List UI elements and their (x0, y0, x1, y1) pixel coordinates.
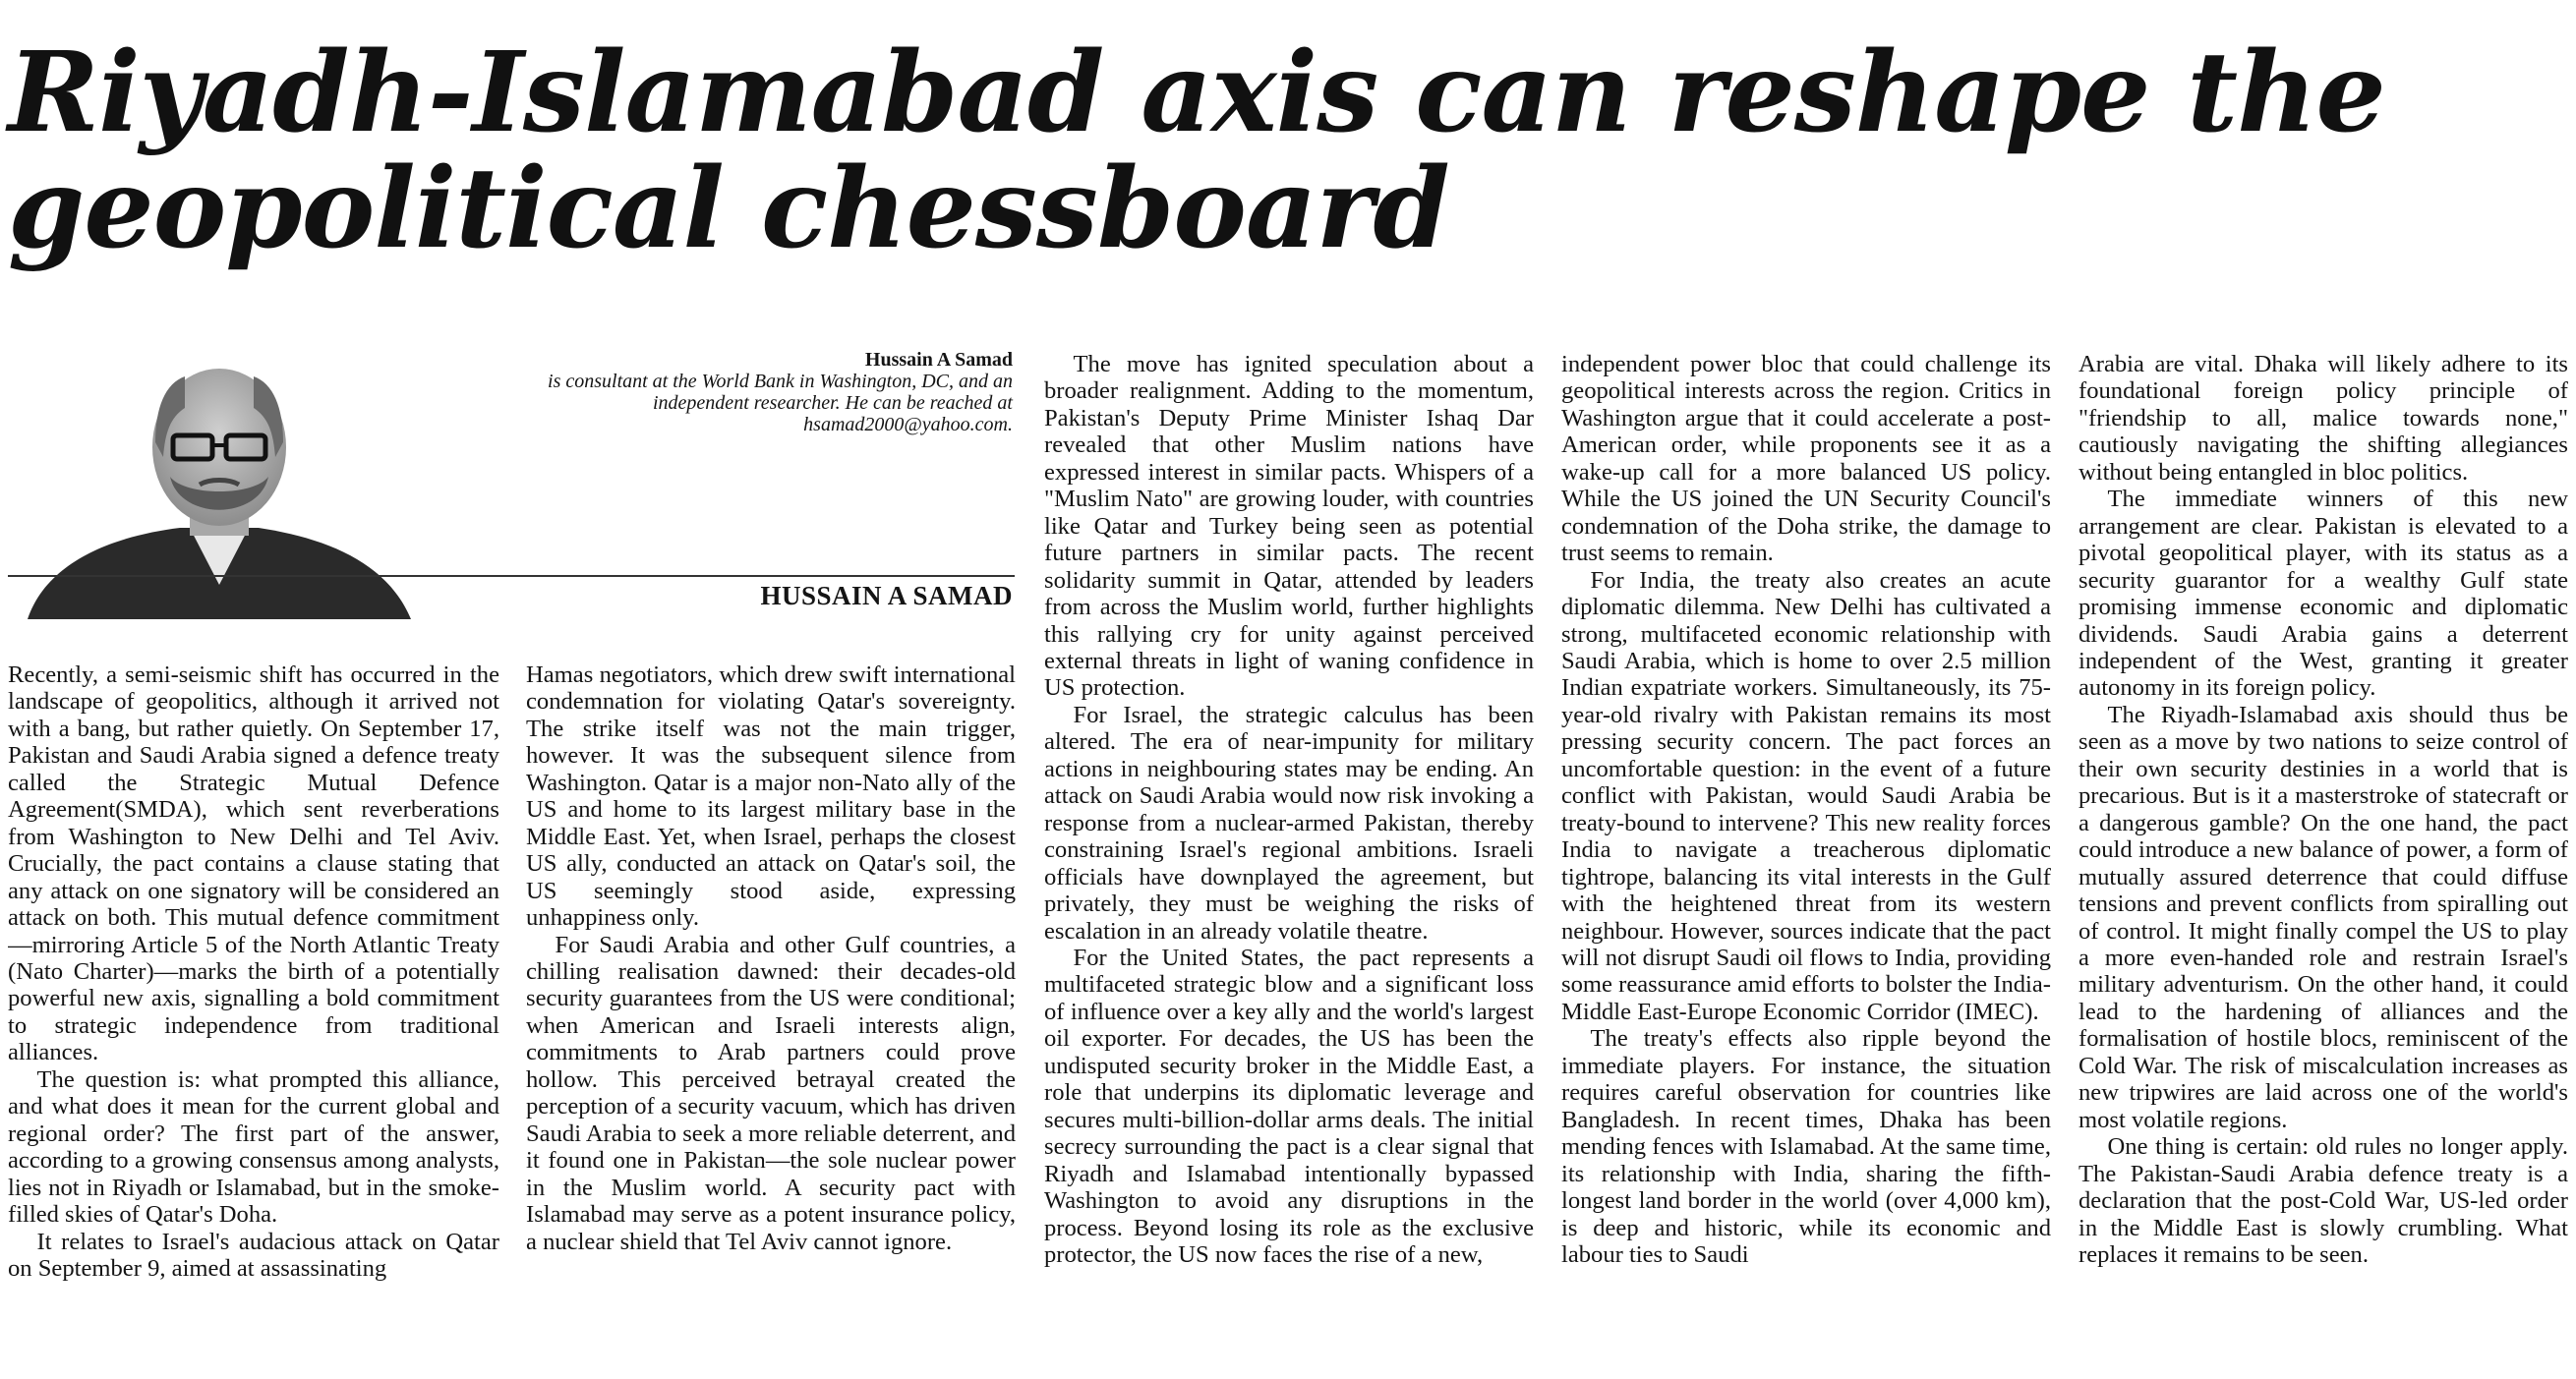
paragraph: For Israel, the strategic calculus has been altered. The era of near-impunity for military actions in neighbouring states may be ending. An attack on Saudi Arabia would now risk invoking a response from a nuclear-armed Pakistan, thereby constraining Israel's regional ambitions. Israeli officials have downplayed the agreement, but privately, they must be weighing the risks of escalation in an already volatile theatre. (1044, 701, 1534, 945)
paragraph: The immediate winners of this new arrangement are clear. Pakistan is elevated to a pivotal geopolitical player, with its status as a security guarantor for a wealthy Gulf state promising immense economic and diplomatic dividends. Saudi Arabia gains a deterrent independent of the West, granting it greater autonomy in its foreign policy. (2078, 486, 2568, 702)
paragraph: The Riyadh-Islamabad axis should thus be seen as a move by two nations to seize control of their own security destinies in a world that is precarious. But is it a masterstroke of statecraft or a dangerous gamble? On the one hand, the pact could introduce a new balance of power, a form of mutually assured deterrence that could diffuse tensions and prevent conflicts from spiralling out of control. It might finally compel the US to play a more even-handed role and restrain Israel's military adventurism. On the other hand, it could lead to the hardening of alliances and the formalisation of hostile blocs, reminiscent of the Cold War. The risk of miscalculation increases as new tripwires are laid across one of the world's most volatile regions. (2078, 701, 2568, 1133)
author-photo (8, 349, 431, 619)
article-column-5 (2078, 351, 2568, 1377)
paragraph: For Saudi Arabia and other Gulf countries, a chilling realisation dawned: their decades-old security guarantees from the US were conditional; when American and Israeli interests align, commitments to Arab partners could prove hollow. This perceived betrayal created the perception of a security vacuum, which has driven Saudi Arabia to seek a more reliable deterrent, and it found one in Pakistan—the sole nuclear power in the Muslim world. A security pact with Islamabad may serve as a potent insurance policy, a nuclear shield that Tel Aviv cannot ignore. (526, 931, 1016, 1255)
paragraph: Recently, a semi-seismic shift has occurred in the landscape of geopolitics, although it arrived not with a bang, but rather quietly. On September 17, Pakistan and Saudi Arabia signed a defence treaty called the Strategic Mutual Defence Agreement(SMDA), which sent reverberations from Washington to New Delhi and Tel Aviv. Crucially, the pact contains a clause stating that any attack on one signatory will be considered an attack on both. This mutual defence commitment—mirroring Article 5 of the North Atlantic Treaty (Nato Charter)—marks the birth of a potentially powerful new axis, signalling a bold commitment to strategic independence from traditional alliances. (8, 661, 499, 1066)
paragraph: independent power bloc that could challenge its geopolitical interests across the region. Critics in Washington argue that it could accelerate a post-American order, while proponents see it as a wake-up call for a more balanced US policy. While the US joined the UN Security Council's condemnation of the Doha strike, the damage to trust seems to remain. (1561, 351, 2051, 567)
author-name: Hussain A Samad (864, 349, 1013, 371)
byline-divider (8, 575, 1015, 577)
author-byline (511, 349, 1013, 435)
paragraph: One thing is certain: old rules no longer apply. The Pakistan-Saudi Arabia defence treaty is a declaration that the post-Cold War, US-led order in the Middle East is slowly crumbling. What replaces it remains to be seen. (2078, 1133, 2568, 1268)
paragraph: Hamas negotiators, which drew swift international condemnation for violating Qatar's sovereignty. The strike itself was not the main trigger, however. It was the subsequent silence from Washington. Qatar is a major non-Nato ally of the US and home to its largest military base in the Middle East. Yet, when Israel, perhaps the closest US ally, conducted an attack on Qatar's soil, the US seemingly stood aside, expressing unhappiness only. (526, 661, 1016, 932)
author-bio: is consultant at the World Bank in Washington, DC, and an independent researcher. He can be reached at hsamad2000@yahoo.com. (548, 371, 1013, 435)
headline: Riyadh-Islamabad axis can reshape the geopolitical chessboard (8, 29, 2385, 273)
author-portrait-icon (8, 349, 431, 619)
author-caption: HUSSAIN A SAMAD (760, 581, 1013, 610)
article-column-4 (1561, 351, 2051, 1377)
paragraph: The question is: what prompted this alliance, and what does it mean for the current global and regional order? The first part of the answer, according to a growing consensus among analysts, lies not in Riyadh or Islamabad, but in the smoke-filled skies of Qatar's Doha. (8, 1065, 499, 1229)
paragraph: The move has ignited speculation about a broader realignment. Adding to the momentum, Pakistan's Deputy Prime Minister Ishaq Dar revealed that other Muslim nations have expressed interest in similar pacts. Whispers of a "Muslim Nato" are growing louder, with countries like Qatar and Turkey being seen as potential future partners in similar pacts. The recent solidarity summit in Qatar, attended by leaders from across the Muslim world, further highlights this rallying cry for unity against perceived external threats in light of waning confidence in US protection. (1044, 351, 1534, 702)
paragraph: For India, the treaty also creates an acute diplomatic dilemma. New Delhi has cultivated a strong, multifaceted economic relationship with Saudi Arabia, which is home to over 2.5 million Indian expatriate workers. Simultaneously, its 75-year-old rivalry with Pakistan remains its most pressing security concern. The pact forces an uncomfortable question: in the event of a future conflict with Pakistan, would Saudi Arabia be treaty-bound to intervene? This new reality forces India to navigate a treacherous diplomatic tightrope, balancing its vital interests in the Gulf with the heightened threat from its western neighbour. However, sources indicate that the pact will not disrupt Saudi oil flows to India, providing some reassurance amid efforts to bolster the India-Middle East-Europe Economic Corridor (IMEC). (1561, 566, 2051, 1025)
paragraph: The treaty's effects also ripple beyond the immediate players. For instance, the situation requires careful observation for countries like Bangladesh. In recent times, Dhaka has been mending fences with Islamabad. At the same time, its relationship with India, sharing the fifth-longest land border in the world (over 4,000 km), is deep and historic, while its economic and labour ties to Saudi (1561, 1025, 2051, 1268)
paragraph: It relates to Israel's audacious attack on Qatar on September 9, aimed at assassinating (8, 1228, 499, 1282)
paragraph: For the United States, the pact represents a multifaceted strategic blow and a significant loss of influence over a key ally and the world's largest oil exporter. For decades, the US has been the undisputed security broker in the Middle East, a role that underpins its diplomatic leverage and secures multi-billion-dollar arms deals. The initial secrecy surrounding the pact is a clear signal that Riyadh and Islamabad intentionally bypassed Washington to avoid any disruptions in the process. Beyond losing its role as the exclusive protector, the US now faces the rise of a new, (1044, 944, 1534, 1268)
paragraph: Arabia are vital. Dhaka will likely adhere to its foundational foreign policy principle of "friendship to all, malice towards none," cautiously navigating the shifting allegiances without being entangled in bloc politics. (2078, 351, 2568, 486)
article-column-1 (8, 661, 499, 1377)
article-column-2 (526, 661, 1016, 1377)
article-column-3 (1044, 351, 1534, 1377)
